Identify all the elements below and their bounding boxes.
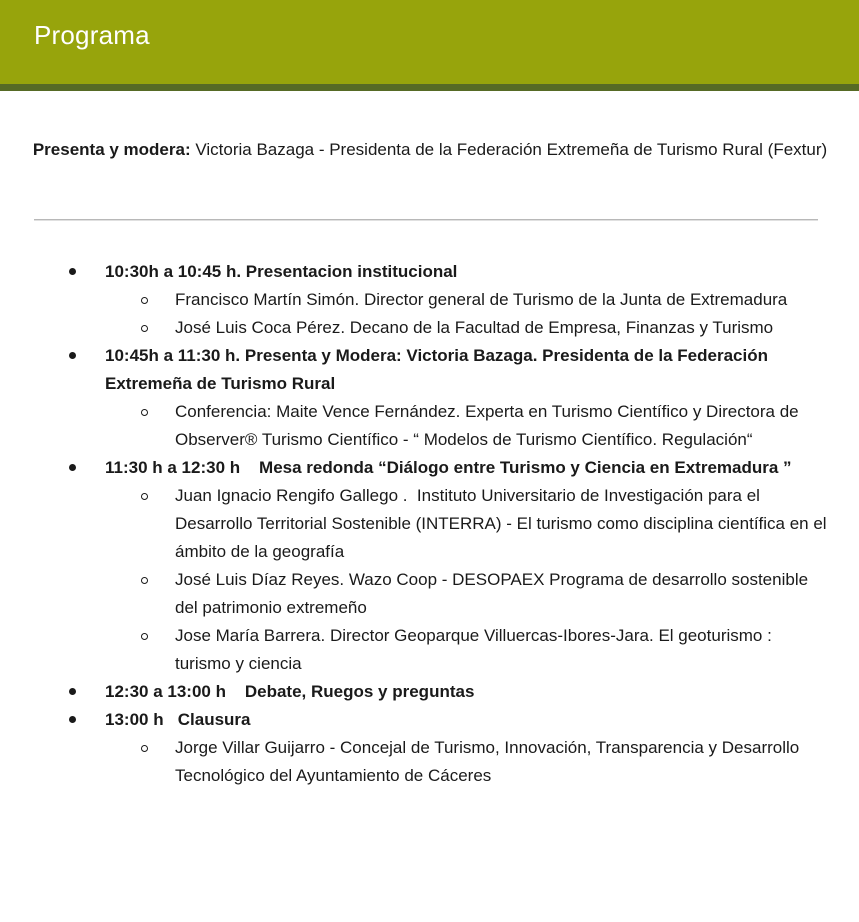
agenda-item xyxy=(0,342,859,454)
bullet-icon xyxy=(69,352,76,359)
agenda-subitem xyxy=(105,622,829,678)
bullet-icon xyxy=(69,716,76,723)
hollow-bullet-icon xyxy=(141,325,148,332)
agenda-item xyxy=(0,706,859,790)
bullet-icon xyxy=(69,688,76,695)
agenda-item xyxy=(0,454,859,678)
agenda-subitem-text: Francisco Martín Simón. Director general de Turismo de la Junta de Extremadura xyxy=(175,290,788,309)
hollow-bullet-icon xyxy=(141,745,148,752)
agenda-subitem-text: José Luis Coca Pérez. Decano de la Facultad de Empresa, Finanzas y Turismo xyxy=(175,318,774,337)
bullet-icon xyxy=(69,464,76,471)
agenda-subitem xyxy=(105,566,829,622)
bullet-icon xyxy=(69,268,76,275)
header-bar xyxy=(0,0,859,84)
agenda-item-title: 10:30h a 10:45 h. Presentacion institucional xyxy=(105,262,458,281)
hollow-bullet-icon xyxy=(141,577,148,584)
agenda-subitem-text: Conferencia: Maite Vence Fernández. Experta en Turismo Científico y Directora de Observer® Turismo Científico - “ Modelos de Turismo Científico. Regulación“ xyxy=(175,402,804,449)
hollow-bullet-icon xyxy=(141,633,148,640)
presenter-line xyxy=(30,136,830,164)
agenda-subitem-text: Jorge Villar Guijarro - Concejal de Turismo, Innovación, Transparencia y Desarrollo Tecnológico del Ayuntamiento de Cáceres xyxy=(175,738,804,785)
agenda-subitem-text: José Luis Díaz Reyes. Wazo Coop - DESOPAEX Programa de desarrollo sostenible del patrimonio extremeño xyxy=(175,570,813,617)
presenter-text: Victoria Bazaga - Presidenta de la Federación Extremeña de Turismo Rural (Fextur) xyxy=(190,140,828,159)
agenda-subitem xyxy=(105,314,829,342)
agenda-subitem xyxy=(105,734,829,790)
agenda-subitem-text: Juan Ignacio Rengifo Gallego . Instituto Universitario de Investigación para el Desarrollo Territorial Sostenible (INTERRA) - El turismo como disciplina científica en el ámbito de la geografía xyxy=(175,486,832,561)
hollow-bullet-icon xyxy=(141,493,148,500)
agenda-item xyxy=(0,678,859,706)
agenda-item xyxy=(0,258,859,342)
agenda-subitem xyxy=(105,398,829,454)
agenda-subitem-text: Jose María Barrera. Director Geoparque Villuercas-Ibores-Jara. El geoturismo : turismo y ciencia xyxy=(175,626,777,673)
agenda-list xyxy=(0,258,859,790)
agenda-item-title: 10:45h a 11:30 h. Presenta y Modera: Victoria Bazaga. Presidenta de la Federación Extremeña de Turismo Rural xyxy=(105,346,773,393)
agenda-item-title: 13:00 h Clausura xyxy=(105,710,251,729)
agenda-item-title: 12:30 a 13:00 h Debate, Ruegos y preguntas xyxy=(105,682,475,701)
presenter-label: Presenta y modera: xyxy=(32,140,191,159)
header-underline xyxy=(0,84,859,91)
page-title: Programa xyxy=(34,20,150,50)
section-divider xyxy=(34,219,818,220)
agenda-subitem xyxy=(105,482,832,566)
agenda-subitem xyxy=(105,286,829,314)
agenda-item-title: 11:30 h a 12:30 h Mesa redonda “Diálogo entre Turismo y Ciencia en Extremadura ” xyxy=(105,458,792,477)
hollow-bullet-icon xyxy=(141,409,148,416)
hollow-bullet-icon xyxy=(141,297,148,304)
